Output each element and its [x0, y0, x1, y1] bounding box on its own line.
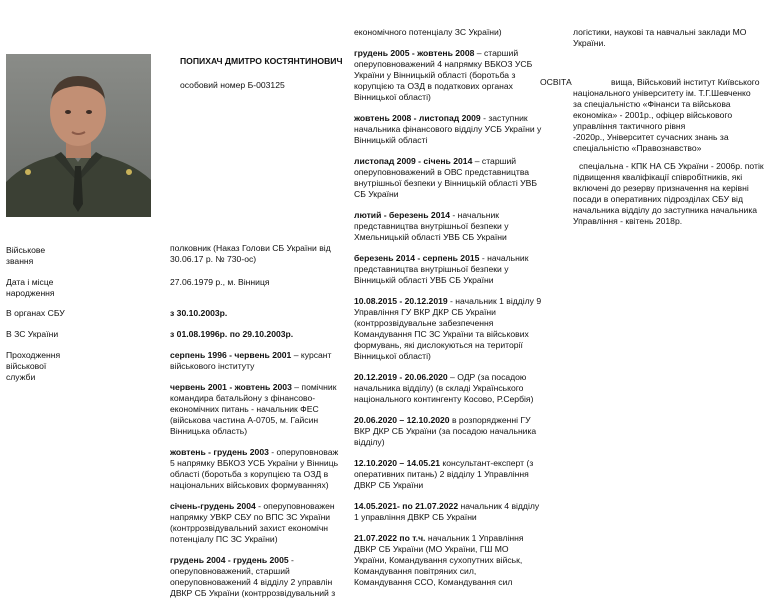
personal-number: особовий номер Б-003125 — [180, 80, 285, 90]
service-date-range: червень 2001 - жовтень 2003 — [170, 382, 292, 392]
value-sbu: з 30.10.2003р. — [170, 308, 228, 318]
service-date-range: 12.10.2020 – 14.05.21 — [354, 458, 441, 468]
service-date-range: серпень 1996 - червень 2001 — [170, 350, 292, 360]
label-rank: Військове звання — [6, 245, 46, 266]
service-date-range: січень-грудень 2004 — [170, 501, 256, 511]
service-date-range: березень 2014 - серпень 2015 — [354, 253, 480, 263]
portrait-photo-officer-icon — [6, 54, 151, 217]
special-education-text: спеціальна - КПК НА СБ України - 2006р. потік підвищення кваліфікації співробітників, які включені до резерву призначення на керівні посади в оперативних підрозділах СБУ від начальника відділу до заступника начальника Управління - квітень 2018р. — [573, 161, 764, 226]
value-rank: полковник (Наказ Голови СБ України від 30.06.17 р. № 730-ос) — [170, 243, 331, 264]
service-entry: січень-грудень 2004 - оперуповноважен напрямку УВКР СБУ по ВПС ЗС України (контррозвідувальний захист економічн потенціалу ПС ЗС України) — [170, 501, 335, 544]
service-entry: березень 2014 - серпень 2015 - начальник представництва внутрішньої безпеки у Вінницькій області УВБ СБ України — [354, 253, 529, 285]
service-entry: червень 2001 - жовтень 2003 – помічник командира батальйону з фінансово- економічних питань - начальник ФЕС (військова частина А-0705, м. Гайсин Вінницька область) — [170, 382, 337, 436]
column-4-top: логістики, наукові та навчальні заклади МО України. — [573, 27, 747, 48]
service-date-range: грудень 2004 - грудень 2005 — [170, 555, 289, 565]
service-column-3 — [354, 27, 542, 588]
service-entry: 20.12.2019 - 20.06.2020 – ОДР (за посадою начальника відділу) (в складі Українського національного контингенту Косово, Р.Сербія) — [354, 372, 534, 404]
service-date-range: листопад 2009 - січень 2014 — [354, 156, 473, 166]
service-date-range: 10.08.2015 - 20.12.2019 — [354, 296, 448, 306]
education-label: ОСВІТА — [540, 77, 572, 87]
service-entry: 12.10.2020 – 14.05.21 консультант-експерт (з оперативних питань) 2 відділу 1 Управління ДВКР СБ України — [354, 458, 534, 490]
service-entry: грудень 2004 - грудень 2005 - оперуповноважений, старший оперуповноважений 4 відділу 2 управлін ДВКР СБ України (контррозвідувальний з — [170, 555, 336, 598]
education-text: вища, Військовий інститут Київського національного університету ім. Т.Г.Шевченко за спеціальністю «Фінанси та військова економіка» - 2001р., офіцер військового управління тактичного рівня -2020р., Університет сучасних знань за спеціальністю «Правознавство» — [573, 77, 760, 153]
label-service: Проходження військової служби — [6, 350, 61, 382]
service-entry: листопад 2009 - січень 2014 – старший оперуповноважений в ОВС представництва внутрішньої безпеки у Вінницькій області УВБ СБ України — [354, 156, 537, 199]
label-sbu: В органах СБУ — [6, 308, 65, 318]
service-entry: лютий - березень 2014 - начальник представництва внутрішньої безпеки у Хмельницькій області УВБ СБ України — [354, 210, 509, 242]
service-date-range: жовтень 2008 - листопад 2009 — [354, 113, 481, 123]
service-date-range: грудень 2005 - жовтень 2008 — [354, 48, 475, 58]
person-name: ПОПИХАЧ ДМИТРО КОСТЯНТИНОВИЧ — [180, 56, 343, 66]
service-date-range: 21.07.2022 по т.ч. — [354, 533, 426, 543]
service-entry: жовтень 2008 - листопад 2009 - заступник начальника фінансового відділу УСБ України у Вінницькій області — [354, 113, 542, 145]
service-date-range: жовтень - грудень 2003 — [170, 447, 269, 457]
service-date-range: 14.05.2021- по 21.07.2022 — [354, 501, 459, 511]
service-entry: 21.07.2022 по т.ч. начальник 1 Управління ДВКР СБ України (МО України, ГШ МО України, Командування сухопутних військ, Командування повітряних сил, Командування ССО, Командування сил — [354, 533, 524, 587]
service-entry: економічного потенціалу ЗС України) — [354, 27, 502, 37]
service-entry: 20.06.2020 – 12.10.2020 в розпорядженні ГУ ВКР ДКР СБ України (за посадою начальника відділу) — [354, 415, 537, 447]
service-date-range: лютий - березень 2014 — [354, 210, 451, 220]
value-birth: 27.06.1979 р., м. Вінниця — [170, 277, 270, 287]
service-entry: грудень 2005 - жовтень 2008 – старший оперуповноважений 4 напрямку ВБКОЗ УСБ України у Вінницькій області (боротьба з корупцією та ОЗД в податкових органах Вінницької області) — [354, 48, 533, 102]
service-date-range: 20.12.2019 - 20.06.2020 — [354, 372, 448, 382]
label-zsu: В ЗС України — [6, 329, 59, 339]
service-entry: 10.08.2015 - 20.12.2019 - начальник 1 відділу 9 Управління ГУ ВКР ДКР СБ України (контррозвідувальне забезпечення Командування ПС ЗС України та військових формувань, які дислокуються на території Вінницької області) — [354, 296, 542, 361]
value-zsu: з 01.08.1996р. по 29.10.2003р. — [170, 329, 294, 339]
service-entry: 14.05.2021- по 21.07.2022 начальник 4 відділу 1 управління ДВКР СБ України — [354, 501, 540, 522]
label-birth: Дата і місце народження — [6, 277, 55, 298]
service-entry: жовтень - грудень 2003 - оперуповноваж 5 напрямку ВБКОЗ УСБ України у Вінниць області (боротьба з корупцією та ОЗД в національних військових формуваннях) — [170, 447, 339, 490]
service-entry: серпень 1996 - червень 2001 – курсант військового інституту — [170, 350, 332, 371]
service-date-range: 20.06.2020 – 12.10.2020 — [354, 415, 450, 425]
portrait-photo — [6, 54, 151, 217]
service-column-2 — [170, 350, 339, 599]
